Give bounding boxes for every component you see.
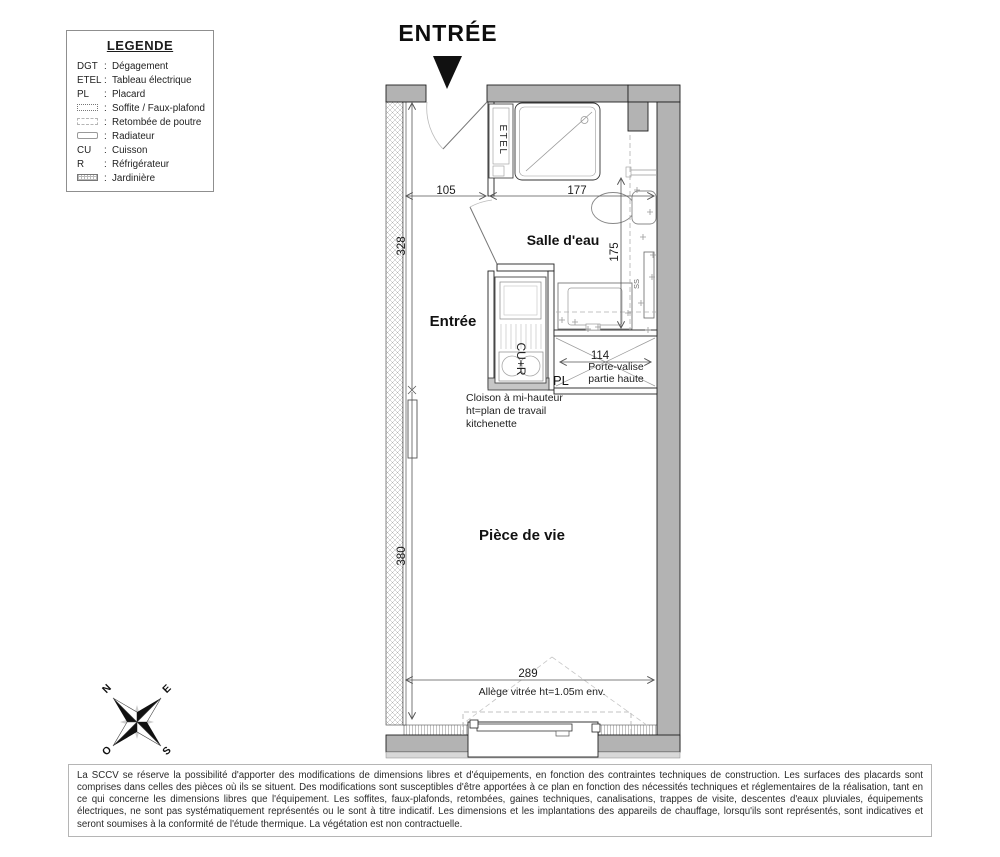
legend-item-soffite: : Soffite / Faux-plafond xyxy=(67,101,213,115)
radiator-icon xyxy=(77,132,98,139)
legend-label: Réfrigérateur xyxy=(112,158,170,170)
room-label-entrance: Entrée xyxy=(429,313,477,330)
label-closet: PL xyxy=(553,373,569,388)
closet-note-line1: Porte-valise xyxy=(588,361,644,373)
radiator xyxy=(408,400,417,458)
legend-label: Cuisson xyxy=(112,144,148,156)
dim-closet-width: 114 xyxy=(590,350,610,362)
dim-bathroom-depth: 175 xyxy=(609,242,621,262)
left-facade-glazing xyxy=(403,102,406,725)
entrance-title: ENTRÉE xyxy=(398,20,498,46)
soffit-beam-lines xyxy=(460,135,656,735)
dim-bathroom-width: 177 xyxy=(567,185,587,197)
compass-east-label: E xyxy=(160,682,174,696)
compass-south-label: S xyxy=(160,744,174,758)
partition-note-line2: ht=plan de travail xyxy=(466,405,547,417)
legend-panel xyxy=(66,30,214,192)
beam-drop-icon xyxy=(77,118,98,125)
soffite-icon xyxy=(77,104,98,111)
legend-label: Jardinière xyxy=(112,172,156,184)
planter-icon xyxy=(77,174,98,181)
dim-entry-width: 105 xyxy=(436,185,456,197)
label-electrical-panel: ETEL xyxy=(497,124,508,156)
entrance-arrow-icon xyxy=(433,56,462,89)
niche-shelf xyxy=(626,167,657,177)
legend-label: Retombée de poutre xyxy=(112,116,202,128)
shower xyxy=(515,103,600,180)
legend-item-radiateur: : Radiateur xyxy=(67,129,213,143)
legend-item-pl: PL : Placard xyxy=(77,88,146,100)
legend-label: Placard xyxy=(112,88,146,100)
legend-label: Soffite / Faux-plafond xyxy=(112,102,205,114)
label-kitchen-unit: CU+R xyxy=(514,342,528,376)
legend-label: Radiateur xyxy=(112,130,155,142)
legend-label: Dégagement xyxy=(112,60,169,72)
legend-item-dgt: DGT : Dégagement xyxy=(77,60,169,72)
disclaimer-text: La SCCV se réserve la possibilité d'apporter des modifications de dimensions libres et d'équipements, en fonction des contraintes techniques de construction. Les surfaces des placards sont comprises dans celles des pièces où ils se situent. Des modifications sont susceptibles d'être apportées à ce plan en fonction des nécessités techniques et réglementaires de la réalisation, tant en ce qui concerne les dimensions libres que l'équipement. Les soffites, faux-plafonds, retombées, gaines techniques, canalisations, trappes de visite, descentes d'eaux pluviales, équipements électriques, ne sont pas systématiquement représentés ou le sont à titre indicatif. Les dimensions et les implantations des appareils de chauffage, lorsqu'ils sont représentés, sont indicatives et seront soumises à la conformité de l'étude thermique. La végétation est non contractuelle. xyxy=(68,764,932,837)
doors xyxy=(427,102,497,264)
room-label-bathroom: Salle d'eau xyxy=(526,232,600,248)
dim-window-width: 289 xyxy=(518,668,538,680)
legend-title: LEGENDE xyxy=(106,38,174,53)
dim-living-depth: 380 xyxy=(396,546,408,566)
legend-item-jardiniere: : Jardinière xyxy=(67,171,213,185)
compass-north-label: N xyxy=(100,682,114,696)
legend-label: Tableau électrique xyxy=(112,74,192,86)
legend-item-etel: ETEL : Tableau électrique xyxy=(77,74,192,86)
dim-entrance-depth: 328 xyxy=(396,236,408,256)
towel-dryer xyxy=(644,252,654,318)
room-label-living: Pièce de vie xyxy=(479,527,565,544)
legend-item-r: R : Réfrigérateur xyxy=(77,158,170,170)
legend-item-retombee: : Retombée de poutre xyxy=(67,115,213,129)
window xyxy=(468,720,600,757)
closet-note-line2: partie haute xyxy=(588,373,644,385)
label-towel-dryer: SS xyxy=(632,279,641,290)
partition-note-line1: Cloison à mi-hauteur xyxy=(466,392,563,404)
partition-note-line3: kitchenette xyxy=(466,418,517,430)
legend-item-cu: CU : Cuisson xyxy=(77,144,148,156)
window-note: Allège vitrée ht=1.05m env. xyxy=(478,686,606,698)
compass-west-label: O xyxy=(99,743,115,759)
